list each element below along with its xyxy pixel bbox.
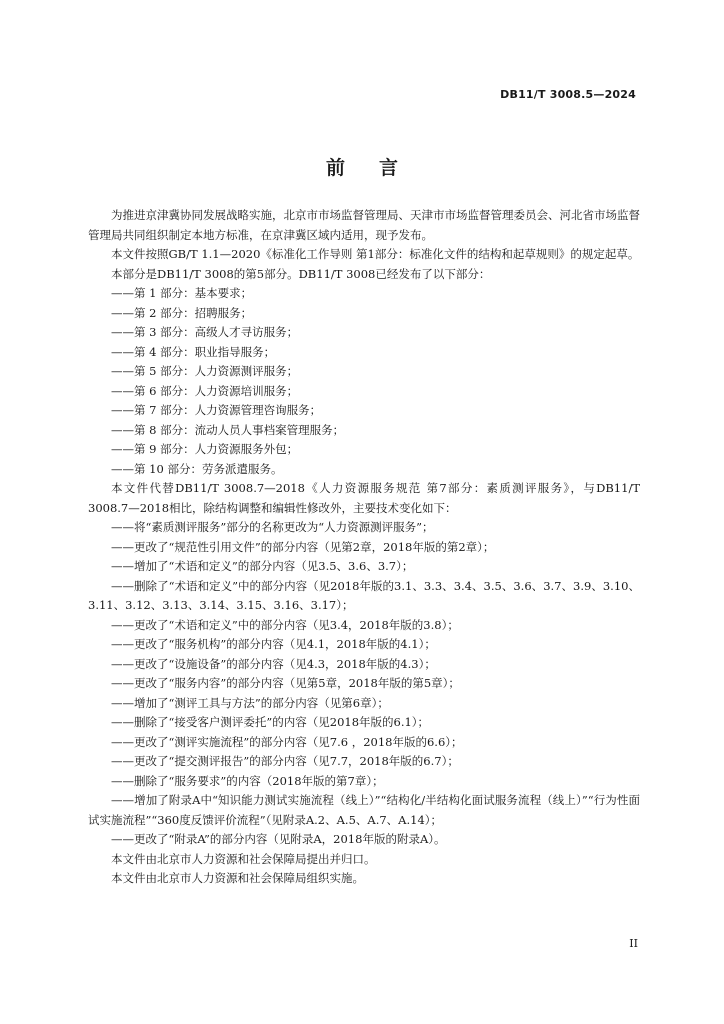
- paragraph: 本部分是DB11/T 3008的第5部分。DB11/T 3008已经发布了以下部分：: [111, 266, 491, 281]
- list-item: ——第 5 部分：人力资源测评服务；: [111, 364, 299, 378]
- list-item: ——第 2 部分：招聘服务；: [111, 305, 253, 320]
- standard-code: DB11/T 3008.5—2024: [500, 88, 636, 101]
- list-item: ——更改了“术语和定义”中的部分内容（见3.4，2018年版的3.8）；: [111, 617, 459, 632]
- page-title: 前言: [325, 157, 432, 179]
- list-item: ——更改了“测评实施流程”的部分内容（见7.6 ，2018年版的6.6）；: [111, 734, 463, 749]
- list-item: ——将“素质测评服务”部分的名称更改为“人力资源测评服务”；: [111, 520, 434, 534]
- paragraph: 本文件按照GB/T 1.1—2020《标准化工作导则 第1部分：标准化文件的结构和起草规则》的规定起草。: [111, 247, 640, 261]
- list-item: ——增加了“术语和定义”的部分内容（见3.5、3.6、3.7）；: [111, 559, 414, 573]
- paragraph: 为推进京津冀协同发展战略实施，北京市市场监督管理局、天津市市场监督管理委员会、河北省市场监督管理局共同组织制定本地方标准，在京津冀区域内适用，现予发布。: [88, 208, 640, 242]
- list-item: ——第 3 部分：高级人才寻访服务；: [111, 325, 299, 339]
- list-item: ——更改了“提交测评报告”的部分内容（见7.7，2018年版的6.7）；: [111, 754, 459, 768]
- list-item: ——更改了“设施设备”的部分内容（见4.3，2018年版的4.3）；: [111, 656, 436, 671]
- paragraph: 本文件代替DB11/T 3008.7—2018《人力资源服务规范 第7部分：素质测评服务》，与DB11/T 3008.7—2018相比，除结构调整和编辑性修改外，主要技术变化如下：: [88, 481, 640, 515]
- list-item: ——第 4 部分：职业指导服务；: [111, 344, 276, 359]
- list-item: ——删除了“服务要求”的内容（2018年版的第7章）；: [111, 773, 384, 788]
- list-item: ——更改了“服务内容”的部分内容（见第5章，2018年版的第5章）；: [111, 676, 460, 690]
- list-item: ——第 7 部分：人力资源管理咨询服务；: [111, 403, 322, 417]
- list-item: ——增加了附录A中“知识能力测试实施流程（线上）”“结构化/半结构化面试服务流程（线上）”“行为性面试实施流程”“360度反馈评价流程”（见附录A.2、A.5、A.7、A.14）；: [88, 793, 640, 827]
- list-item: ——增加了“测评工具与方法”的部分内容（见第6章）；: [111, 695, 389, 710]
- page-number: II: [629, 937, 638, 950]
- paragraph: 本文件由北京市人力资源和社会保障局组织实施。: [111, 871, 364, 885]
- list-item: ——第 1 部分：基本要求；: [111, 286, 253, 300]
- foreword-body: [88, 206, 640, 889]
- list-item: ——更改了“服务机构”的部分内容（见4.1，2018年版的4.1）；: [111, 637, 436, 651]
- list-item: ——第 8 部分：流动人员人事档案管理服务；: [111, 422, 345, 437]
- list-item: ——第 9 部分：人力资源服务外包；: [111, 442, 299, 456]
- list-item: ——更改了“规范性引用文件”的部分内容（见第2章，2018年版的第2章）；: [111, 539, 495, 554]
- paragraph: 本文件由北京市人力资源和社会保障局提出并归口。: [111, 851, 376, 866]
- list-item: ——第 10 部分：劳务派遣服务。: [111, 461, 283, 476]
- list-item: ——第 6 部分：人力资源培训服务；: [111, 383, 299, 398]
- list-item: ——删除了“接受客户测评委托”的内容（见2018年版的6.1）；: [111, 715, 430, 729]
- list-item: ——更改了“附录A”的部分内容（见附录A，2018年版的附录A）。: [111, 832, 446, 846]
- list-item: ——删除了“术语和定义”中的部分内容（见2018年版的3.1、3.3、3.4、3.5、3.6、3.7、3.9、3.10、3.11、3.12、3.13、3.14、3.15、3.16、3.17）；: [88, 578, 640, 612]
